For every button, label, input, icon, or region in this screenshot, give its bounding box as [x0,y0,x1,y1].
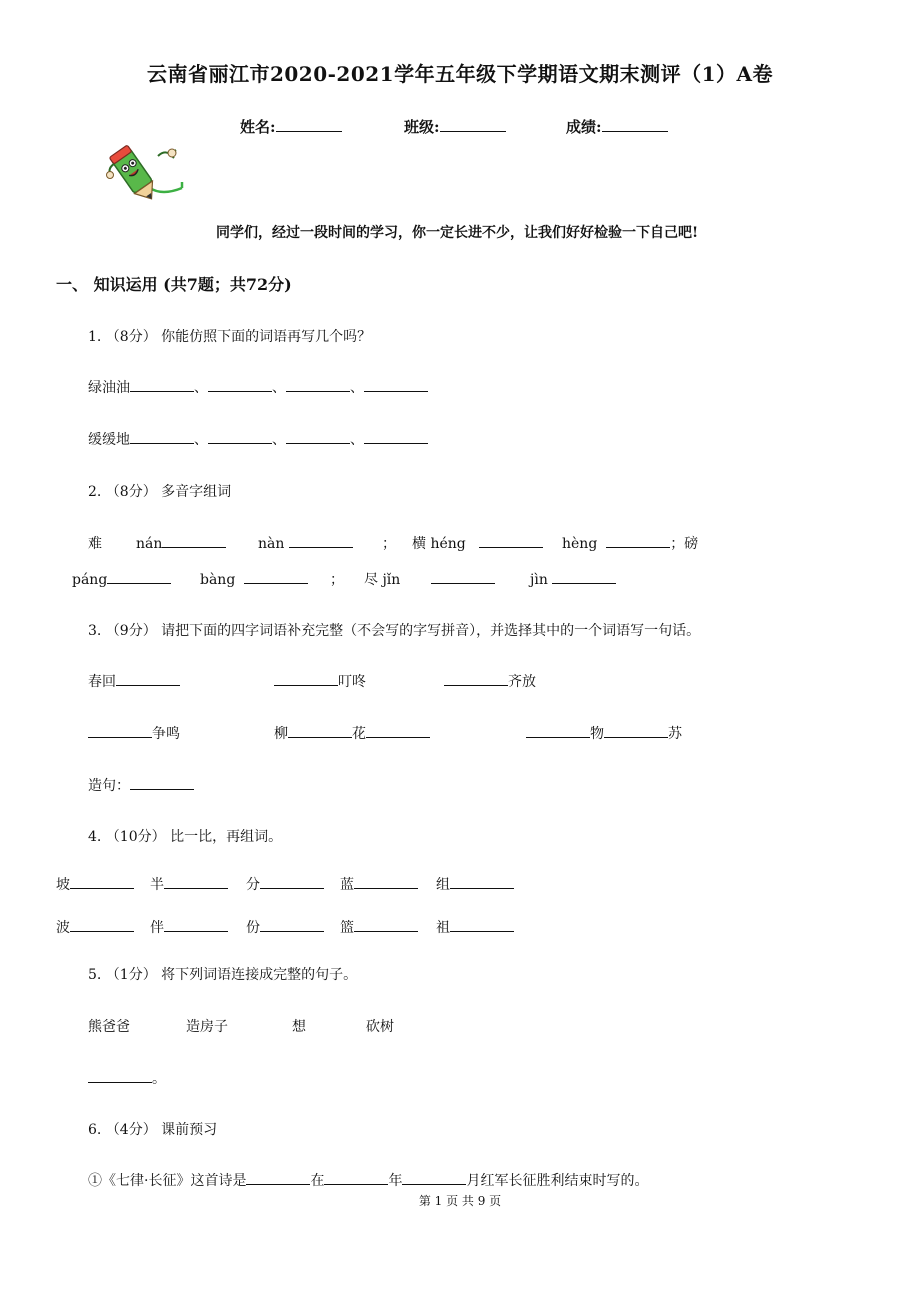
char: 蓝 [340,877,354,893]
pinyin: jìn [530,572,548,588]
char: 坡 [56,877,70,893]
char-bang: ；磅 [670,536,699,552]
q2-title: 2. （8分） 多音字组词 [88,484,232,500]
word: 齐放 [508,674,536,690]
period: 。 [152,1071,166,1087]
pinyin: bàng [200,572,236,588]
q3-title: 3. （9分） 请把下面的四字词语补充完整（不会写的字写拼音），并选择其中的一个词语写一句话。 [88,623,701,639]
q2-jin1 [364,569,495,589]
q4-row2-c3 [246,917,324,937]
q3-a2 [274,671,366,691]
text: 月红军长征胜利结束时写的。 [466,1173,649,1189]
pinyin: 横 héng [412,536,466,552]
q3-b1 [88,723,180,743]
section-heading: 一、 知识运用 (共7题；共72分) [56,275,292,294]
q4-title: 4. （10分） 比一比，再组词。 [88,829,283,845]
answer-blank[interactable] [354,874,418,889]
answer-blank[interactable] [70,917,134,932]
answer-blank[interactable] [286,429,350,444]
word: 柳 [274,726,288,742]
q2-heng1 [412,533,543,553]
q5-word: 熊爸爸 [88,1019,130,1035]
q2-pang [72,569,171,588]
answer-blank[interactable] [479,533,543,548]
pinyin: nán [136,536,163,552]
pinyin: nàn [258,536,285,552]
name-label: 姓名: [240,118,276,136]
page-title: 云南省丽江市2020-2021学年五年级下学期语文期末测评（1）A卷 [146,62,774,86]
q3-sentence [88,775,194,795]
q2-nan2 [258,533,353,552]
answer-blank[interactable] [444,671,508,686]
word: 叮咚 [338,674,366,690]
q1-word1: 绿油油 [88,380,130,396]
char: 篮 [340,920,354,936]
q3-b3 [526,723,682,743]
answer-blank[interactable] [431,569,495,584]
q4-row1-c2 [150,874,228,894]
q1-row1 [88,377,428,397]
sentence-label: 造句： [88,778,130,794]
q5-title: 5. （1分） 将下列词语连接成完整的句子。 [88,967,358,983]
q2-semicolon2: ； [330,572,344,588]
q4-row2-c4 [340,917,418,937]
text: 年 [388,1173,403,1189]
class-blank[interactable] [440,117,506,132]
answer-blank[interactable] [552,569,616,584]
page-footer: 第 1 页 共 9 页 [418,1194,502,1208]
separator: 、 [272,432,286,448]
score-field [566,116,668,137]
answer-blank[interactable] [324,1170,388,1185]
q2-bang2 [200,569,308,588]
class-label: 班级: [404,118,440,136]
answer-blank[interactable] [130,429,194,444]
q2-semicolon: ； [382,536,396,552]
q2-char-nan: 难 [88,536,102,552]
q4-row2-c1 [56,917,134,937]
answer-blank[interactable] [107,569,171,584]
text: ①《七律·长征》这首诗是 [88,1173,247,1189]
q5-word: 砍树 [366,1019,394,1035]
answer-blank[interactable] [366,723,430,738]
pencil-mascot-icon [106,142,186,208]
q4-row1-c5 [436,874,514,894]
text: 在 [310,1173,325,1189]
q5-answer [88,1068,166,1088]
q4-row1-c4 [340,874,418,894]
q5-word: 想 [292,1019,306,1035]
word: 花 [352,726,366,742]
answer-blank[interactable] [244,569,308,584]
answer-blank[interactable] [606,533,670,548]
q6-item1 [88,1170,648,1190]
char: 分 [246,877,260,893]
answer-blank[interactable] [450,874,514,889]
separator: 、 [272,380,286,396]
answer-blank[interactable] [260,917,324,932]
q4-row1-c1 [56,874,134,894]
answer-blank[interactable] [354,917,418,932]
answer-blank[interactable] [526,723,590,738]
separator: 、 [194,380,208,396]
q4-row2-c2 [150,917,228,937]
q3-a1 [88,671,180,691]
answer-blank[interactable] [164,917,228,932]
answer-blank[interactable] [604,723,668,738]
char: 半 [150,877,164,893]
answer-blank[interactable] [88,1068,152,1083]
q3-a3 [444,671,536,691]
separator: 、 [194,432,208,448]
word: 苏 [668,726,682,742]
answer-blank[interactable] [274,671,338,686]
pinyin: hèng [562,536,598,552]
answer-blank[interactable] [116,671,180,686]
answer-blank[interactable] [364,429,428,444]
q1-row2 [88,429,428,449]
answer-blank[interactable] [286,377,350,392]
answer-blank[interactable] [208,429,272,444]
name-blank[interactable] [276,117,342,132]
answer-blank[interactable] [162,533,226,548]
answer-blank[interactable] [208,377,272,392]
answer-blank[interactable] [288,723,352,738]
class-field [404,116,506,137]
answer-blank[interactable] [450,917,514,932]
q2-heng2 [562,533,698,553]
q4-row2-c5 [436,917,514,937]
answer-blank[interactable] [246,1170,310,1185]
answer-blank[interactable] [164,874,228,889]
q2-nan1 [136,533,226,552]
q5-word: 造房子 [186,1019,228,1035]
answer-blank[interactable] [130,775,194,790]
pinyin: páng [72,572,108,588]
answer-blank[interactable] [289,533,353,548]
answer-blank[interactable] [130,377,194,392]
char: 伴 [150,920,164,936]
q6-title: 6. （4分） 课前预习 [88,1122,218,1138]
word: 物 [590,726,604,742]
separator: 、 [350,380,364,396]
separator: 、 [350,432,364,448]
answer-blank[interactable] [260,874,324,889]
q1-title: 1. （8分） 你能仿照下面的词语再写几个吗？ [88,329,372,345]
answer-blank[interactable] [402,1170,466,1185]
name-field [240,116,342,137]
answer-blank[interactable] [364,377,428,392]
q1-word2: 缓缓地 [88,432,130,448]
pinyin: 尽 jǐn [364,572,401,588]
answer-blank[interactable] [70,874,134,889]
char: 波 [56,920,70,936]
char: 组 [436,877,450,893]
q3-b2 [274,723,430,743]
q4-row1-c3 [246,874,324,894]
intro-text: 同学们，经过一段时间的学习，你一定长进不少，让我们好好检验一下自己吧! [216,225,699,241]
char: 份 [246,920,260,936]
score-label: 成绩: [566,118,602,136]
score-blank[interactable] [602,117,668,132]
word: 春回 [88,674,116,690]
q2-jin2 [530,569,616,588]
word: 争鸣 [152,726,180,742]
char: 祖 [436,920,450,936]
answer-blank[interactable] [88,723,152,738]
